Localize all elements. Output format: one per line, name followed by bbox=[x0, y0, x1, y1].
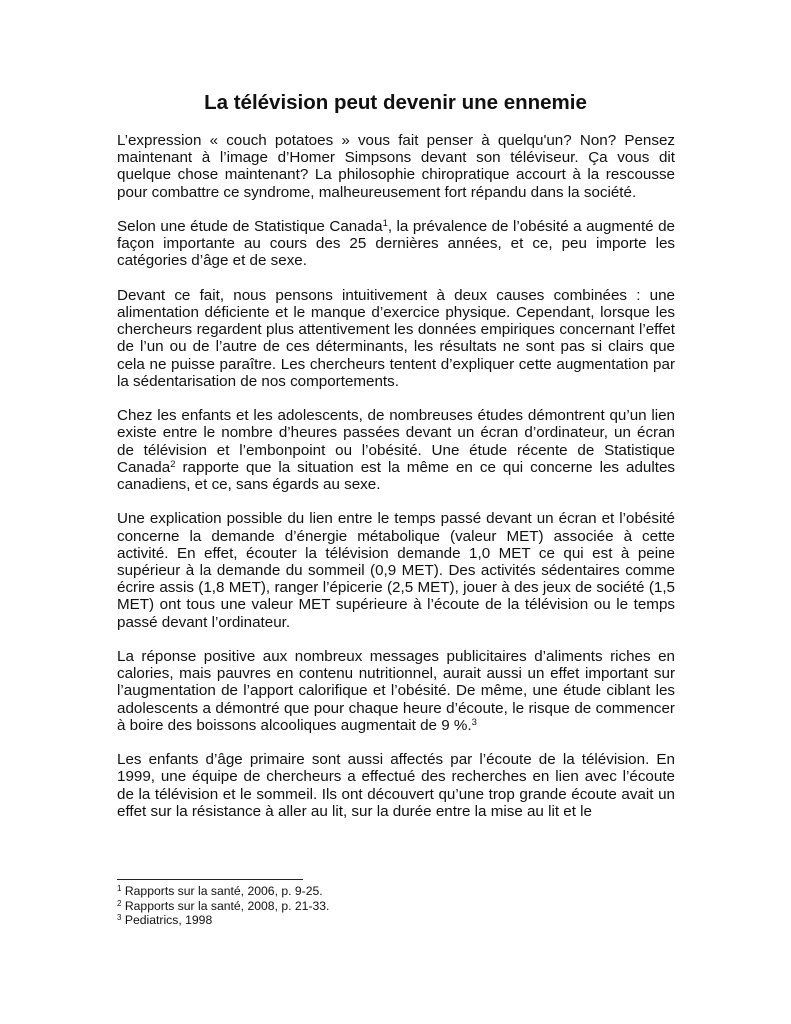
footnote-text: Rapports sur la santé, 2008, p. 21-33. bbox=[124, 898, 330, 913]
footnote-number: 1 bbox=[117, 884, 122, 893]
footnote-text: Rapports sur la santé, 2006, p. 9-25. bbox=[124, 884, 323, 898]
paragraph-text: La réponse positive aux nombreux messages publicitaires d’aliments riches en calories, mais pauvres en contenu nutritionnel, aurait aussi un effet important sur l’augmentation de l’apport calorifique et l’obésité. De même, une étude ciblant les adolescents a démontré que pour chaque heure d’écoute, le risque de commencer à boire des boissons alcooliques augmentait de 9 %. bbox=[117, 648, 675, 734]
paragraph-text: Chez les enfants et les adolescents, de nombreuses études démontrent qu’un lien existe entre le nombre d’heures passées devant un écran d’ordinateur, un écran de télévision et l’embonpoint ou l’obésité. Une étude récente de Statistique Canada bbox=[117, 407, 675, 476]
article-body bbox=[117, 132, 675, 820]
footnote bbox=[117, 913, 329, 928]
footnotes bbox=[117, 884, 329, 928]
paragraph-text: rapporte que la situation est la même en ce qui concerne les adultes canadiens, et ce, sans égards au sexe. bbox=[117, 458, 675, 494]
footnote-number: 2 bbox=[117, 898, 122, 908]
paragraph bbox=[117, 648, 675, 734]
paragraph bbox=[117, 287, 675, 390]
footnote bbox=[117, 899, 329, 914]
footnote-text: Pediatrics, 1998 bbox=[124, 913, 213, 927]
footnote-ref[interactable]: 1 bbox=[382, 218, 388, 229]
paragraph bbox=[117, 751, 675, 820]
paragraph bbox=[117, 218, 675, 270]
paragraph-text: , la prévalence de l’obésité a augmenté de façon importante au cours des 25 dernières années, et ce, peu importe les catégories d’âge et de sexe. bbox=[117, 218, 675, 270]
paragraph-text: Les enfants d’âge primaire sont aussi affectés par l’écoute de la télévision. En 1999, une équipe de chercheurs a effectué des recherches en lien avec l’écoute de la télévision et le sommeil. Ils ont découvert qu’une trop grande écoute avait un effet sur la résistance à aller au lit, sur la durée entre la mise au lit et le bbox=[117, 751, 675, 820]
paragraph-text: Devant ce fait, nous pensons intuitivement à deux causes combinées : une alimentation déficiente et le manque d’exercice physique. Cependant, lorsque les chercheurs regardent plus attentivement les données empiriques concernant l’effet de l’un ou de l’autre de ces déterminants, les résultats ne sont pas si clairs que cela ne puisse paraître. Les chercheurs tentent d’expliquer cette augmentation par la sédentarisation de nos comportements. bbox=[117, 286, 675, 390]
page-title: La télévision peut devenir une ennemie bbox=[204, 91, 587, 114]
footnote-ref[interactable]: 2 bbox=[170, 458, 176, 470]
paragraph bbox=[117, 132, 675, 201]
paragraph bbox=[117, 407, 675, 493]
footnote-separator bbox=[117, 879, 303, 880]
paragraph-text: Une explication possible du lien entre le temps passé devant un écran et l’obésité concerne la demande d’énergie métabolique (valeur MET) associée à cette activité. En effet, écouter la télévision demande 1,0 MET ce qui est à peine supérieur à la demande du sommeil (0,9 MET). Des activités sédentaires comme écrire assis (1,8 MET), ranger l’épicerie (2,5 MET), jouer à des jeux de société (1,5 MET) ont tous une valeur MET supérieure à l’écoute de la télévision ou le temps passé devant l’ordinateur. bbox=[117, 510, 675, 631]
footnote-ref[interactable]: 3 bbox=[471, 716, 477, 728]
paragraph bbox=[117, 510, 675, 630]
paragraph-text: L’expression « couch potatoes » vous fait penser à quelqu'un? Non? Pensez maintenant à l’image d’Homer Simpsons devant son téléviseur. Ça vous dit quelque chose maintenant? La philosophie chiropratique accourt à la rescousse pour combattre ce syndrome, malheureusement fort répandu dans la société. bbox=[117, 132, 675, 201]
footnote bbox=[117, 884, 329, 899]
paragraph-text: Selon une étude de Statistique Canada bbox=[117, 218, 383, 235]
footnote-number: 3 bbox=[117, 913, 122, 922]
